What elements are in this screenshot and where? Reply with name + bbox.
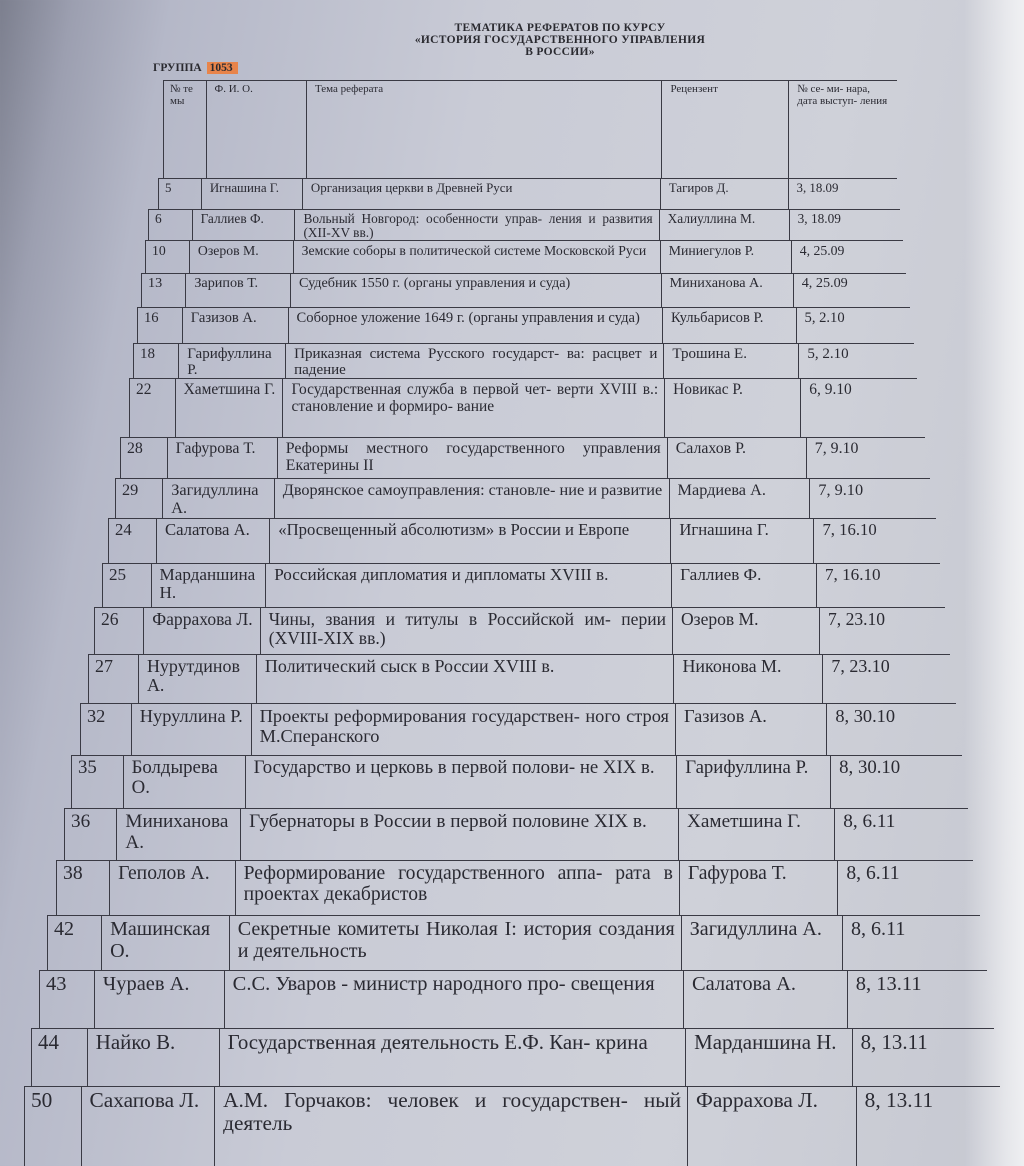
row-number-cell: 18 — [134, 344, 179, 378]
column-header-reviewer: Рецензент — [662, 81, 789, 178]
row-name-cell: Зарипов Т. — [186, 274, 291, 307]
row-topic-cell: С.С. Уваров - министр народного про- свещения — [225, 971, 684, 1028]
row-name-cell: Чураев А. — [95, 971, 225, 1028]
row-number-cell: 6 — [149, 210, 193, 240]
table-row — [64, 808, 968, 860]
row-reviewer-cell: Загидуллина А. — [682, 916, 843, 970]
row-reviewer-cell: Тагиров Д. — [661, 179, 789, 209]
row-session-cell: 8, 30.10 — [835, 706, 896, 726]
row-reviewer-cell: Кульбарисов Р. — [663, 308, 797, 343]
row-topic-cell: «Просвещенный абсолютизм» в России и Европе — [270, 519, 671, 563]
row-session-cell: 7, 23.10 — [831, 656, 890, 676]
row-name-cell: Марданшина Н. — [152, 564, 267, 607]
row-name-cell: Фаррахова Л. — [144, 608, 260, 654]
row-session-cell: 4, 25.09 — [801, 275, 848, 291]
header-line-2: «ИСТОРИЯ ГОСУДАРСТВЕННОГО УПРАВЛЕНИЯ — [414, 34, 706, 46]
row-name-cell: Найко В. — [88, 1029, 220, 1086]
row-topic-cell: Губернаторы в России в первой половине XIX в. — [241, 809, 679, 860]
row-session-cell: 8, 30.10 — [839, 757, 901, 778]
row-reviewer-cell: Халиуллина М. — [660, 210, 790, 240]
row-number-cell: 32 — [81, 704, 132, 755]
header-line-3: В РОССИИ» — [525, 46, 595, 58]
table-row — [158, 178, 897, 209]
row-number-cell: 29 — [116, 479, 163, 518]
table-row — [120, 437, 925, 478]
table-row — [71, 755, 962, 808]
table-row — [115, 478, 930, 518]
row-reviewer-cell: Салахов Р. — [668, 438, 807, 478]
row-topic-cell: Организация церкви в Древней Руси — [303, 179, 661, 209]
table-row — [133, 343, 914, 378]
column-header-session: № се- ми- нара, дата выступ- ления — [797, 83, 888, 107]
row-number-cell: 25 — [103, 564, 152, 607]
row-session-cell: 7, 23.10 — [828, 609, 886, 629]
row-number-cell: 26 — [95, 608, 144, 654]
row-number-cell: 35 — [72, 756, 124, 808]
row-number-cell: 44 — [32, 1029, 88, 1086]
row-topic-cell: Политический сыск в России XVIII в. — [257, 655, 675, 703]
table-row — [137, 307, 910, 343]
row-session-cell: 5, 2.10 — [807, 346, 849, 362]
row-session-cell: 8, 6.11 — [843, 811, 896, 832]
row-session-cell: 3, 18.09 — [797, 211, 841, 226]
row-topic-cell: Вольный Новгород: особенности управ- ления и развития (XII-XV вв.) — [295, 210, 659, 240]
row-topic-cell: Земские соборы в политической системе Московской Руси — [294, 241, 661, 273]
row-session-cell: 4, 25.09 — [799, 243, 845, 258]
row-number-cell: 24 — [109, 519, 157, 563]
row-number-cell: 27 — [89, 655, 139, 703]
table-row — [94, 607, 945, 654]
table-row — [148, 209, 900, 240]
row-session-cell: 7, 9.10 — [818, 480, 864, 499]
row-reviewer-cell: Никонова М. — [674, 655, 823, 703]
row-session-cell: 8, 6.11 — [850, 918, 906, 940]
row-name-cell: Миниханова А. — [117, 809, 241, 860]
row-name-cell: Машинская О. — [102, 916, 230, 970]
table-row — [145, 240, 903, 273]
row-session-cell: 7, 16.10 — [824, 565, 881, 584]
table-row — [31, 1028, 994, 1086]
row-reviewer-cell: Озеров М. — [673, 608, 820, 654]
row-number-cell: 43 — [40, 971, 95, 1028]
row-reviewer-cell: Салатова А. — [684, 971, 848, 1028]
row-reviewer-cell: Новикас Р. — [665, 379, 801, 437]
row-topic-cell: А.М. Горчаков: человек и государствен- ный деятель — [215, 1087, 688, 1166]
row-reviewer-cell: Трошина Е. — [664, 344, 799, 378]
row-reviewer-cell: Гафурова Т. — [680, 861, 838, 915]
row-name-cell: Озеров М. — [190, 241, 294, 273]
row-session-cell: 8, 13.11 — [855, 973, 922, 995]
row-topic-cell: Проекты реформирования государствен- ного строя М.Сперанского — [252, 704, 676, 755]
row-number-cell: 28 — [121, 438, 168, 478]
row-reviewer-cell: Гарифуллина Р. — [677, 756, 831, 808]
row-topic-cell: Приказная система Русского государст- ва: расцвет и падение — [286, 344, 664, 378]
table-row — [102, 563, 940, 607]
row-number-cell: 36 — [65, 809, 117, 860]
row-topic-cell: Судебник 1550 г. (органы управления и суда) — [291, 274, 662, 307]
row-name-cell: Игнашина Г. — [202, 179, 303, 209]
row-topic-cell: Государство и церковь в первой полови- не XIX в. — [246, 756, 678, 808]
row-session-cell: 6, 9.10 — [809, 381, 852, 398]
row-name-cell: Хаметшина Г. — [176, 379, 284, 437]
row-number-cell: 5 — [159, 179, 202, 209]
row-name-cell: Болдырева О. — [124, 756, 246, 808]
header-line-1: ТЕМАТИКА РЕФЕРАТОВ ПО КУРСУ — [454, 22, 666, 34]
column-header-topic: Тема реферата — [307, 81, 663, 178]
table-row — [108, 518, 936, 563]
row-topic-cell: Чины, звания и титулы в Российской им- перии (XVIII-XIX вв.) — [261, 608, 673, 654]
table-row — [80, 703, 956, 755]
row-session-cell: 7, 9.10 — [814, 440, 859, 457]
row-name-cell: Нуруллина Р. — [132, 704, 252, 755]
row-topic-cell: Государственная служба в первой чет- верти XVIII в.: становление и формиро- вание — [283, 379, 665, 437]
row-topic-cell: Секретные комитеты Николая I: история создания и деятельность — [230, 916, 682, 970]
row-name-cell: Нурутдинов А. — [139, 655, 257, 703]
row-number-cell: 42 — [48, 916, 102, 970]
row-topic-cell: Государственная деятельность Е.Ф. Кан- крина — [220, 1029, 687, 1086]
row-name-cell: Загидуллина А. — [163, 479, 275, 518]
table-row — [141, 273, 906, 307]
row-reviewer-cell: Газизов А. — [676, 704, 827, 755]
row-reviewer-cell: Мардиева А. — [670, 479, 811, 518]
row-topic-cell: Реформирование государственного аппа- рата в проектах декабристов — [236, 861, 680, 915]
row-name-cell: Гарифуллина Р. — [179, 344, 286, 378]
row-reviewer-cell: Миниханова А. — [662, 274, 794, 307]
row-session-cell: 8, 6.11 — [846, 862, 900, 884]
table-row — [39, 970, 987, 1028]
row-number-cell: 38 — [57, 861, 110, 915]
row-reviewer-cell: Игнашина Г. — [671, 519, 814, 563]
row-reviewer-cell: Хаметшина Г. — [679, 809, 835, 860]
row-name-cell: Сахапова Л. — [82, 1087, 216, 1166]
row-number-cell: 50 — [25, 1087, 82, 1166]
table-row — [47, 915, 980, 970]
row-name-cell: Галлиев Ф. — [193, 210, 296, 240]
row-reviewer-cell: Фаррахова Л. — [688, 1087, 857, 1166]
row-topic-cell: Российская дипломатия и дипломаты XVIII в. — [266, 564, 672, 607]
row-reviewer-cell: Миниегулов Р. — [661, 241, 792, 273]
group-label-text: ГРУППА — [153, 62, 202, 74]
column-header-num: № те мы — [164, 81, 207, 178]
table-row — [129, 378, 917, 437]
column-header-name: Ф. И. О. — [207, 81, 307, 178]
row-reviewer-cell: Марданшина Н. — [686, 1029, 852, 1086]
table-row — [56, 860, 973, 915]
row-number-cell: 10 — [146, 241, 190, 273]
row-number-cell: 22 — [130, 379, 176, 437]
group-number-highlight: 1053 — [207, 62, 238, 74]
row-name-cell: Салатова А. — [157, 519, 270, 563]
row-session-cell: 8, 13.11 — [864, 1088, 934, 1112]
row-reviewer-cell: Галлиев Ф. — [672, 564, 817, 607]
row-name-cell: Гафурова Т. — [168, 438, 278, 478]
table-row — [24, 1086, 1000, 1166]
row-topic-cell: Дворянское самоуправления: становле- ние и развитие — [275, 479, 670, 518]
row-name-cell: Газизов А. — [183, 308, 289, 343]
row-session-cell: 7, 16.10 — [822, 520, 877, 539]
row-session-cell: 3, 18.09 — [796, 180, 839, 195]
table-header-row — [163, 80, 897, 178]
row-number-cell: 13 — [142, 274, 186, 307]
row-topic-cell: Соборное уложение 1649 г. (органы управления и суда) — [289, 308, 663, 343]
row-session-cell: 5, 2.10 — [804, 310, 845, 326]
table-row — [88, 654, 950, 703]
row-name-cell: Геполов А. — [110, 861, 236, 915]
row-session-cell: 8, 13.11 — [860, 1030, 928, 1054]
row-topic-cell: Реформы местного государственного управления Екатерины II — [278, 438, 668, 478]
row-number-cell: 16 — [138, 308, 183, 343]
